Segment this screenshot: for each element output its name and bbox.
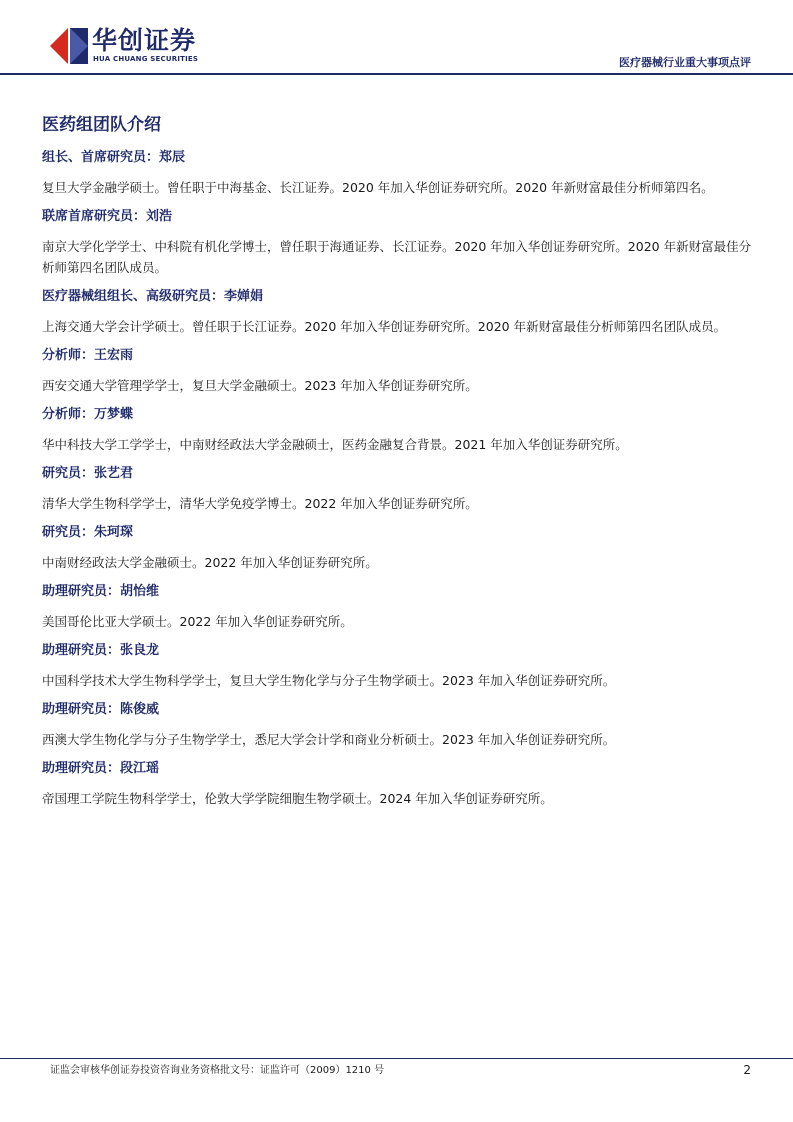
team-member bbox=[42, 405, 759, 455]
license-statement: 证监会审核华创证券投资咨询业务资格批文号：证监许可（2009）1210 号 bbox=[50, 1065, 385, 1076]
team-member bbox=[42, 582, 759, 632]
team-member bbox=[42, 464, 759, 514]
team-member bbox=[42, 207, 759, 278]
member-bio: 清华大学生物科学学士，清华大学免疫学博士。2022 年加入华创证券研究所。 bbox=[42, 496, 478, 511]
member-role: 组长、首席研究员：郑辰 bbox=[42, 150, 186, 165]
member-bio: 华中科技大学工学学士，中南财经政法大学金融硕士，医药金融复合背景。2021 年加入华创证券研究所。 bbox=[42, 437, 628, 452]
team-introduction bbox=[42, 114, 759, 818]
team-member bbox=[42, 148, 759, 198]
member-role: 联席首席研究员：刘浩 bbox=[42, 209, 173, 224]
member-role: 助理研究员：陈俊威 bbox=[42, 702, 160, 717]
report-type-label: 医疗器械行业重大事项点评 bbox=[619, 56, 751, 69]
team-member bbox=[42, 700, 759, 750]
page-title: 医药组团队介绍 bbox=[42, 115, 161, 135]
team-member bbox=[42, 346, 759, 396]
member-bio: 南京大学化学学士、中科院有机化学博士，曾任职于海通证券、长江证券。2020 年加入华创证券研究所。2020 年新财富最佳分析师第四名团队成员。 bbox=[42, 239, 752, 275]
page-number: 2 bbox=[743, 1063, 751, 1077]
team-member bbox=[42, 641, 759, 691]
huachuang-logo-icon bbox=[50, 28, 88, 64]
member-role: 分析师：万梦蝶 bbox=[42, 407, 134, 422]
member-bio: 帝国理工学院生物科学学士，伦敦大学学院细胞生物学硕士。2024 年加入华创证券研究所。 bbox=[42, 791, 553, 806]
member-bio: 美国哥伦比亚大学硕士。2022 年加入华创证券研究所。 bbox=[42, 614, 353, 629]
team-member-list bbox=[42, 148, 759, 809]
member-bio: 西澳大学生物化学与分子生物学学士，悉尼大学会计学和商业分析硕士。2023 年加入华创证券研究所。 bbox=[42, 732, 616, 747]
member-role: 研究员：张艺君 bbox=[42, 466, 134, 481]
member-role: 医疗器械组组长、高级研究员：李婵娟 bbox=[42, 289, 264, 304]
member-bio: 上海交通大学会计学硕士。曾任职于长江证券。2020 年加入华创证券研究所。2020 年新财富最佳分析师第四名团队成员。 bbox=[42, 319, 727, 334]
member-bio: 中国科学技术大学生物科学学士，复旦大学生物化学与分子生物学硕士。2023 年加入华创证券研究所。 bbox=[42, 673, 616, 688]
member-role: 助理研究员：张良龙 bbox=[42, 643, 160, 658]
member-role: 助理研究员：段江瑶 bbox=[42, 761, 160, 776]
logo-wordmark-en: HUA CHUANG SECURITIES bbox=[93, 55, 199, 63]
member-role: 研究员：朱珂琛 bbox=[42, 525, 134, 540]
team-member bbox=[42, 287, 759, 337]
header-divider bbox=[0, 73, 793, 75]
member-role: 助理研究员：胡怡维 bbox=[42, 584, 160, 599]
footer-divider bbox=[0, 1058, 793, 1059]
member-bio: 复旦大学金融学硕士。曾任职于中海基金、长江证券。2020 年加入华创证券研究所。2020 年新财富最佳分析师第四名。 bbox=[42, 180, 714, 195]
member-bio: 中南财经政法大学金融硕士。2022 年加入华创证券研究所。 bbox=[42, 555, 378, 570]
member-role: 分析师：王宏雨 bbox=[42, 348, 134, 363]
team-member bbox=[42, 523, 759, 573]
page-header bbox=[0, 0, 793, 76]
team-member bbox=[42, 759, 759, 809]
member-bio: 西安交通大学管理学学士，复旦大学金融硕士。2023 年加入华创证券研究所。 bbox=[42, 378, 478, 393]
logo-wordmark-cn: 华创证券 bbox=[92, 26, 197, 55]
